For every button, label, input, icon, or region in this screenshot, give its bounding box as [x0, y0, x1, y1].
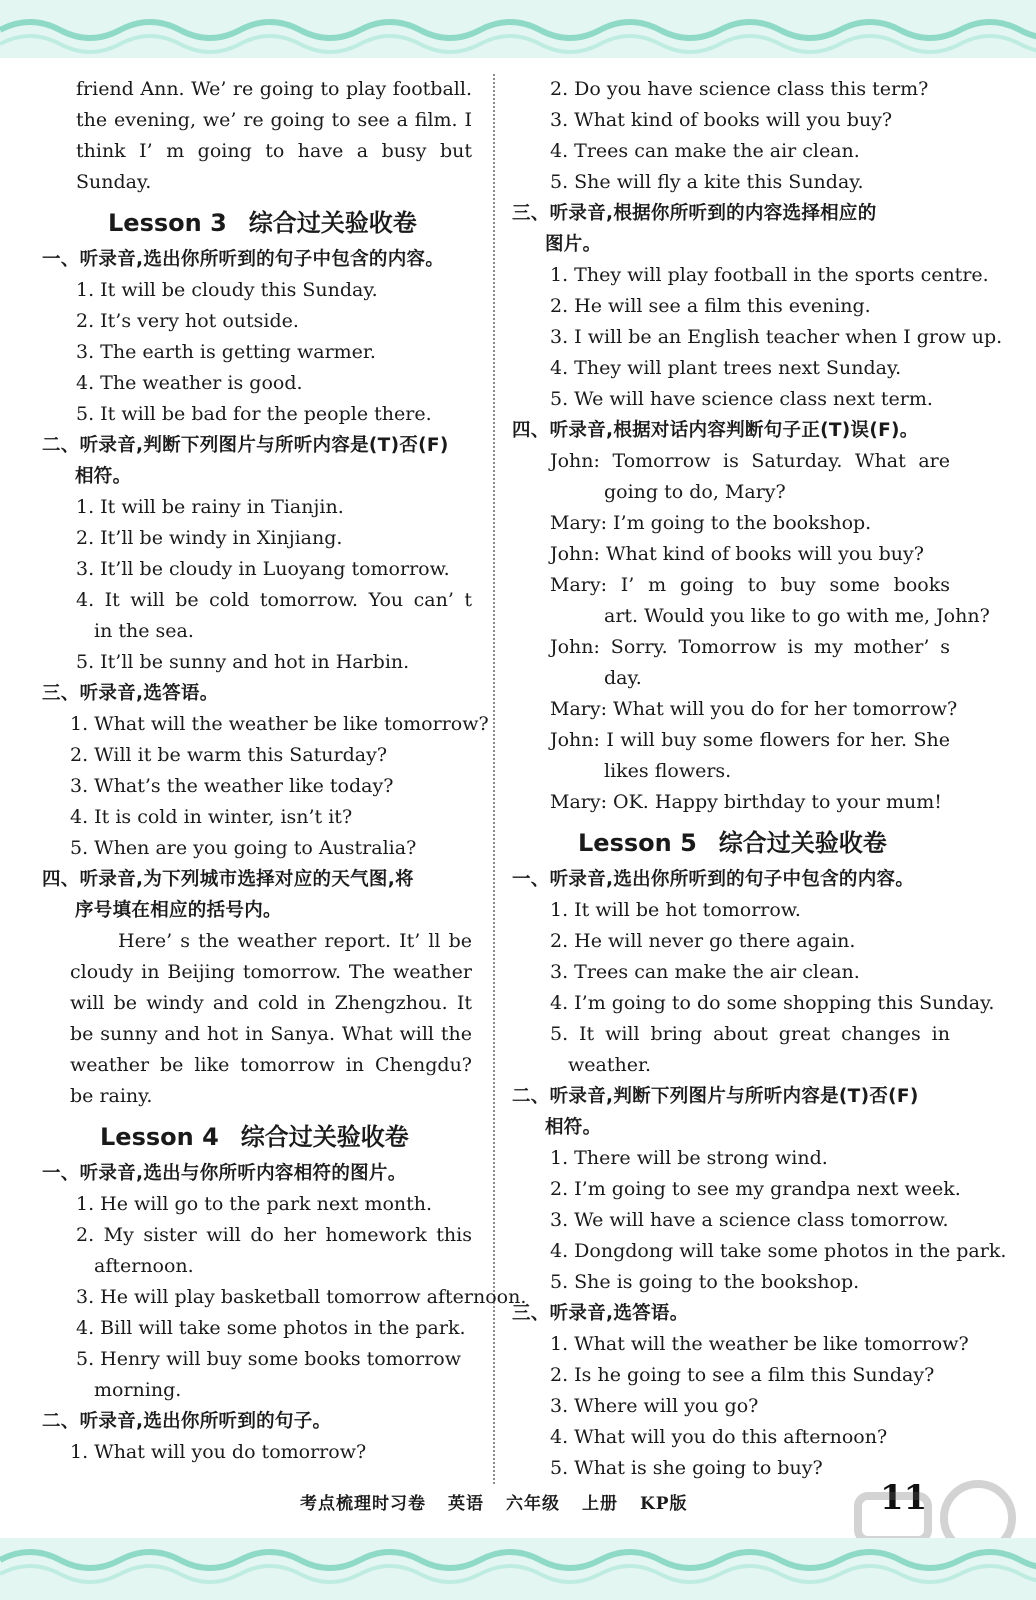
paragraph-line: weather be like tomorrow in Chengdu? — [70, 1054, 472, 1076]
list-item: 3. Where will you go? — [550, 1395, 759, 1417]
footer-grade: 六年级 — [506, 1494, 560, 1514]
list-item: 4. Trees can make the air clean. — [550, 140, 860, 162]
list-item: 2. Do you have science class this term? — [550, 78, 929, 100]
list-item: 5. We will have science class next term. — [550, 388, 933, 410]
list-item: 1. He will go to the park next month. — [76, 1193, 433, 1215]
list-item: 4. They will plant trees next Sunday. — [550, 357, 902, 379]
list-item: 5. Henry will buy some books tomorrow — [76, 1348, 462, 1370]
list-item: 3. What’s the weather like today? — [70, 775, 394, 797]
footer-subject: 英语 — [448, 1494, 484, 1514]
page-number: 11 — [880, 1478, 928, 1518]
list-item: 3. Trees can make the air clean. — [550, 961, 860, 983]
right-column — [512, 74, 1007, 1484]
lesson-5-heading — [512, 828, 950, 858]
section-heading-cont: 图片。 — [545, 234, 602, 255]
dialog-line-cont: day. — [604, 667, 642, 689]
lesson-4-label: Lesson 4 — [100, 1123, 219, 1151]
list-item: 2. Will it be warm this Saturday? — [70, 744, 388, 766]
dialog-line: Mary: I’m going to the bookshop. — [550, 512, 872, 534]
section-heading: 二、听录音,选出你所听到的句子。 — [42, 1411, 332, 1432]
dialog-line: Mary: What will you do for her tomorrow? — [550, 698, 958, 720]
list-item: 2. I’m going to see my grandpa next week. — [550, 1178, 961, 1200]
section-heading: 一、听录音,选出你所听到的句子中包含的内容。 — [42, 249, 445, 270]
section-heading: 三、听录音,选答语。 — [42, 683, 219, 704]
section-heading-cont: 相符。 — [545, 1117, 602, 1138]
intro-line: the evening, we’ re going to see a film. I — [76, 109, 472, 131]
list-item: 3. We will have a science class tomorrow. — [550, 1209, 949, 1231]
list-item: 1. There will be strong wind. — [550, 1147, 828, 1169]
lesson-3-label: Lesson 3 — [108, 209, 227, 237]
list-item: 3. What kind of books will you buy? — [550, 109, 893, 131]
top-decorative-band — [0, 0, 1036, 58]
list-item: 5. She will fly a kite this Sunday. — [550, 171, 864, 193]
lesson-3-title: 综合过关验收卷 — [248, 209, 417, 237]
list-item: 5. She is going to the bookshop. — [550, 1271, 860, 1293]
lesson-3-heading — [42, 208, 472, 238]
section-heading: 四、听录音,根据对话内容判断句子正(T)误(F)。 — [512, 420, 919, 441]
list-item: 4. It will be cold tomorrow. You can’ t — [76, 589, 472, 611]
dialog-line: John: I will buy some flowers for her. She — [550, 729, 950, 751]
dialog-line: John: What kind of books will you buy? — [550, 543, 924, 565]
paragraph-line: will be windy and cold in Zhengzhou. It — [70, 992, 472, 1014]
list-item: 1. What will the weather be like tomorrow? — [70, 713, 489, 735]
section-heading: 三、听录音,根据你所听到的内容选择相应的 — [512, 203, 877, 224]
paragraph-line: be rainy. — [70, 1085, 153, 1107]
list-item: 1. What will you do tomorrow? — [70, 1441, 367, 1463]
list-item: 5. It’ll be sunny and hot in Harbin. — [76, 651, 410, 673]
section-heading: 四、听录音,为下列城市选择对应的天气图,将 — [42, 869, 414, 890]
section-heading: 二、听录音,判断下列图片与所听内容是(T)否(F) — [42, 435, 449, 456]
intro-line: Sunday. — [76, 171, 152, 193]
list-item: 4. It is cold in winter, isn’t it? — [70, 806, 353, 828]
section-heading-cont: 相符。 — [75, 466, 132, 487]
list-item: 3. I will be an English teacher when I grow up. — [550, 326, 1003, 348]
column-divider — [493, 74, 495, 1484]
list-item: 2. It’s very hot outside. — [76, 310, 299, 332]
list-item: 3. He will play basketball tomorrow afternoon. — [76, 1286, 527, 1308]
dialog-line: Mary: I’ m going to buy some books — [550, 574, 950, 596]
list-item: 2. It’ll be windy in Xinjiang. — [76, 527, 343, 549]
dialog-line-cont: going to do, Mary? — [604, 481, 786, 503]
list-item: 1. They will play football in the sports centre. — [550, 264, 989, 286]
paragraph-line: be sunny and hot in Sanya. What will the — [70, 1023, 472, 1045]
lesson-4-heading — [42, 1122, 472, 1152]
left-column — [42, 74, 527, 1468]
list-item: 4. What will you do this afternoon? — [550, 1426, 888, 1448]
footer-book-title: 考点梳理时习卷 — [300, 1494, 426, 1514]
list-item: 4. Bill will take some photos in the park. — [76, 1317, 466, 1339]
list-item-cont: afternoon. — [94, 1255, 194, 1277]
footer-volume: 上册 — [582, 1494, 618, 1514]
dialog-line-cont: art. Would you like to go with me, John? — [604, 605, 990, 627]
list-item: 4. The weather is good. — [76, 372, 303, 394]
intro-line: think I’ m going to have a busy but — [76, 140, 472, 162]
paragraph-line: Here’ s the weather report. It’ ll be — [118, 930, 472, 952]
bottom-decorative-band — [0, 1538, 1036, 1600]
list-item-cont: weather. — [568, 1054, 651, 1076]
list-item: 1. It will be hot tomorrow. — [550, 899, 801, 921]
list-item: 4. Dongdong will take some photos in the park. — [550, 1240, 1007, 1262]
paragraph-line: cloudy in Beijing tomorrow. The weather — [70, 961, 472, 983]
footer-edition: KP版 — [640, 1494, 688, 1514]
dialog-line: John: Sorry. Tomorrow is my mother’ s — [550, 636, 950, 658]
section-heading-cont: 序号填在相应的括号内。 — [75, 900, 282, 921]
list-item: 5. When are you going to Australia? — [70, 837, 417, 859]
list-item-cont: in the sea. — [94, 620, 194, 642]
list-item: 3. The earth is getting warmer. — [76, 341, 376, 363]
list-item: 2. My sister will do her homework this — [76, 1224, 472, 1246]
list-item: 5. It will bring about great changes in — [550, 1023, 950, 1045]
dialog-line-cont: likes flowers. — [604, 760, 732, 782]
list-item: 1. It will be cloudy this Sunday. — [76, 279, 378, 301]
list-item: 1. What will the weather be like tomorrow? — [550, 1333, 969, 1355]
list-item: 5. It will be bad for the people there. — [76, 403, 432, 425]
section-heading: 二、听录音,判断下列图片与所听内容是(T)否(F) — [512, 1086, 919, 1107]
list-item: 2. He will never go there again. — [550, 930, 856, 952]
list-item: 2. He will see a film this evening. — [550, 295, 871, 317]
section-heading: 三、听录音,选答语。 — [512, 1303, 689, 1324]
lesson-4-title: 综合过关验收卷 — [240, 1123, 409, 1151]
list-item: 1. It will be rainy in Tianjin. — [76, 496, 344, 518]
section-heading: 一、听录音,选出你所听到的句子中包含的内容。 — [512, 869, 915, 890]
list-item: 3. It’ll be cloudy in Luoyang tomorrow. — [76, 558, 450, 580]
lesson-5-label: Lesson 5 — [578, 829, 697, 857]
page-footer — [300, 1489, 710, 1514]
list-item: 2. Is he going to see a film this Sunday? — [550, 1364, 935, 1386]
section-heading: 一、听录音,选出与你所听内容相符的图片。 — [42, 1163, 407, 1184]
list-item-cont: morning. — [94, 1379, 182, 1401]
dialog-line: John: Tomorrow is Saturday. What are — [550, 450, 950, 472]
lesson-5-title: 综合过关验收卷 — [718, 829, 887, 857]
intro-line: friend Ann. We’ re going to play football. — [76, 78, 472, 100]
list-item: 5. What is she going to buy? — [550, 1457, 823, 1479]
dialog-line: Mary: OK. Happy birthday to your mum! — [550, 791, 942, 813]
list-item: 4. I’m going to do some shopping this Sunday. — [550, 992, 995, 1014]
